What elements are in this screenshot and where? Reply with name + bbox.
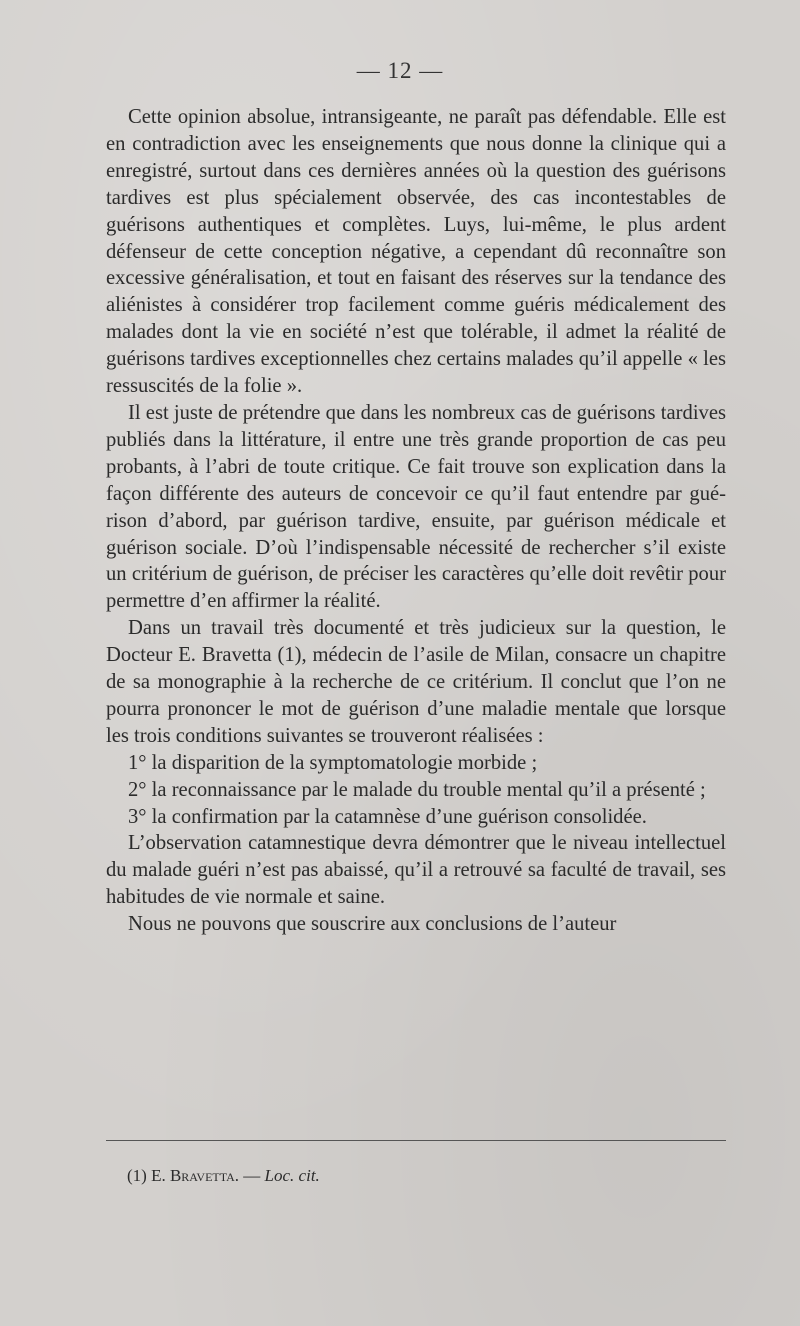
footnote-reference: Loc. cit.	[264, 1166, 320, 1185]
condition-item-3: 3° la confirmation par la catamnèse d’une guérison consolidée.	[128, 805, 647, 828]
footnote-author: Bravetta	[169, 1166, 235, 1185]
footnote-divider	[106, 1140, 726, 1141]
paragraph-3: Dans un travail très documenté et très judicieux sur la question, le Docteur E. Bravetta (1), médecin de l’asile de Milan, consacre un chapitre de sa monographie à la recherche de ce critérium. Il conclut que l’on ne pourra prononcer le mot de guérison d’une maladie mentale que lorsque les trois conditions suivantes se trouveront réalisées :	[106, 617, 726, 747]
paragraph-2: Il est juste de prétendre que dans les nombreux cas de guérisons tardives publiés dans la littérature, il entre une très grande proportion de cas peu probants, à l’abri de toute critique. Ce fait trouve son explication dans la façon différente des auteurs de concevoir ce qu’il faut entendre par guérison d’abord, par guérison tardive, ensuite, par guérison médicale et guérison sociale. D’où l’indispensable nécessité de rechercher s’il existe un critérium de guérison, de préciser les caractères qu’elle doit revêtir pour permettre d’en affirmer la réalité.	[106, 401, 726, 613]
footnote-separator: . —	[234, 1166, 265, 1185]
body-text	[106, 104, 726, 938]
condition-item-1: 1° la disparition de la symptomatologie morbide ;	[128, 751, 538, 774]
paragraph-4: L’observation catamnestique devra démontrer que le niveau intellectuel du malade guéri n’est pas abaissé, qu’il a retrouvé sa faculté de travail, ses habitudes de vie normale et saine.	[106, 832, 726, 909]
condition-item-2: 2° la reconnaissance par le malade du trouble mental qu’il a présenté ;	[128, 778, 706, 801]
paragraph-5: Nous ne pouvons que souscrire aux conclusions de l’auteur	[128, 913, 617, 936]
page-number: — 12 —	[356, 58, 444, 83]
paragraph-1: Cette opinion absolue, intransigeante, ne paraît pas défendable. Elle est en contradiction avec les enseignements que nous donne la clinique qui a enregistré, surtout dans ces dernières années où la question des guérisons tardives est plus spécialement observée, des cas incontestables de guérisons authentiques et complètes. Luys, lui-même, le plus ardent défenseur de cette conception négative, a cependant dû reconnaître son excessive généralisation, et tout en faisant des réserves sur la tendance des aliénistes à considérer trop facilement comme guéris médicalement des malades dont la vie en société n’est que tolérable, il admet la réalité de guérisons tardives exceptionnelles chez certains malades qu’il appelle « les ressuscités de la folie ».	[106, 106, 726, 398]
footnote-marker: (1) E.	[127, 1166, 170, 1185]
footnote	[127, 1166, 320, 1186]
